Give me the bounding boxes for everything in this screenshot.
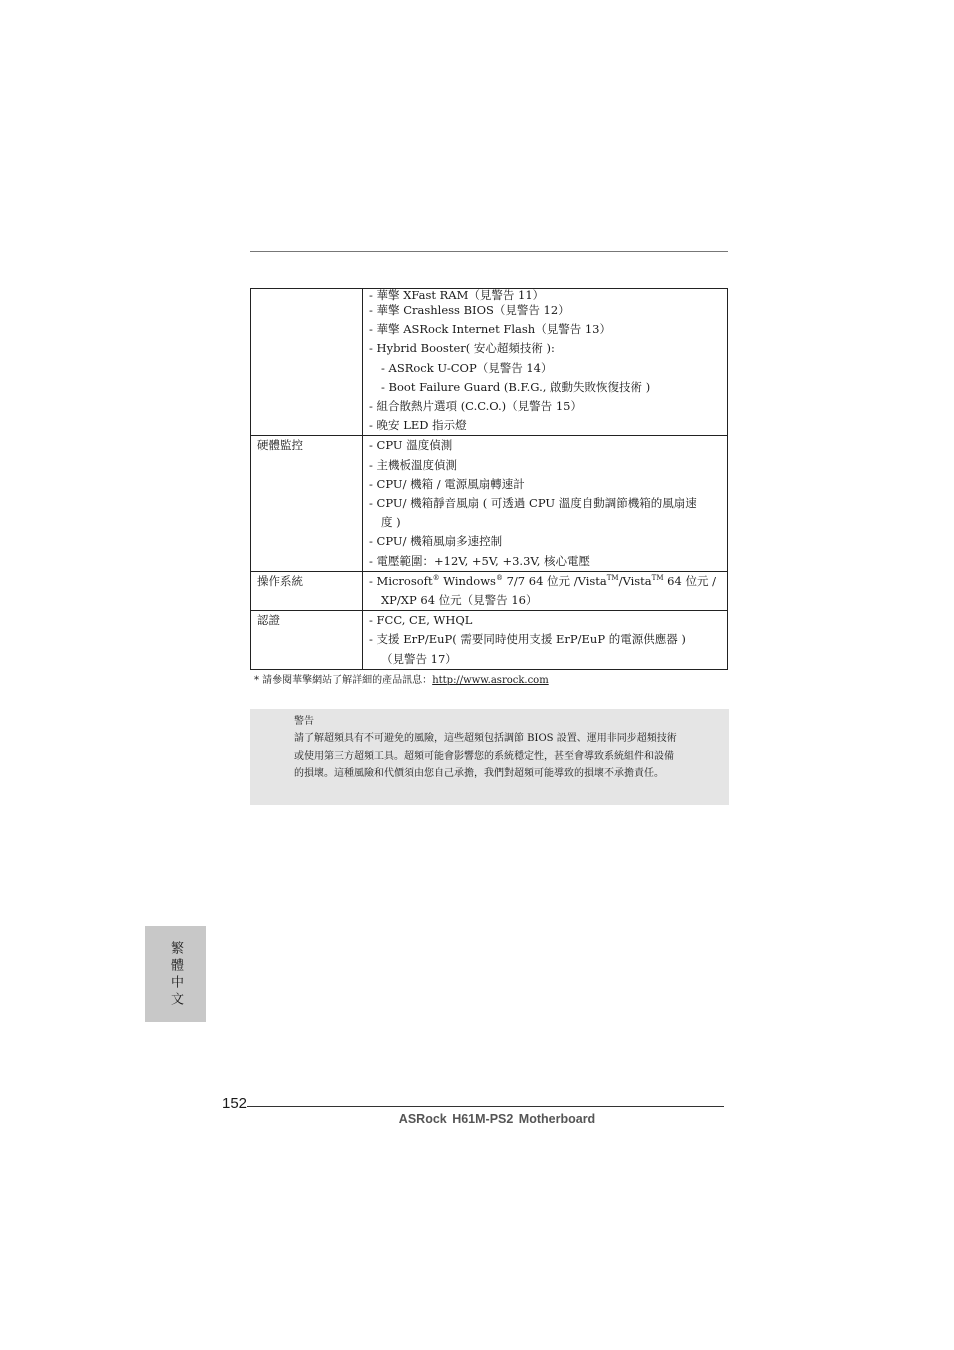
table-row bbox=[251, 436, 728, 571]
list-item: - 主機板溫度偵測 bbox=[369, 457, 458, 472]
page-number: 152 bbox=[222, 1095, 248, 1112]
header-rule bbox=[250, 251, 728, 252]
list-item: - CPU/ 機箱靜音風扇 ( 可透過 CPU 溫度自動調節機箱的風扇速 bbox=[369, 496, 697, 511]
registered-mark: ® bbox=[432, 574, 440, 583]
website-link[interactable]: http://www.asrock.com bbox=[432, 675, 549, 686]
os-text: Windows bbox=[439, 573, 496, 588]
row-category bbox=[251, 289, 363, 436]
row-values bbox=[363, 611, 728, 670]
language-tab-label: 繁體中文 bbox=[168, 941, 183, 1009]
list-item: - CPU 溫度偵測 bbox=[369, 438, 453, 453]
list-item bbox=[369, 572, 723, 591]
os-text: - Microsoft bbox=[369, 573, 433, 588]
trademark-mark: TM bbox=[606, 574, 619, 583]
os-text: 7/7 64 位元 /Vista bbox=[502, 573, 607, 588]
footer-rule bbox=[247, 1106, 724, 1107]
list-item-continuation: 度 ) bbox=[381, 515, 401, 530]
registered-mark: ® bbox=[495, 574, 503, 583]
row-values bbox=[363, 289, 728, 436]
os-text: /Vista bbox=[618, 573, 652, 588]
row-values bbox=[363, 436, 728, 571]
spec-table bbox=[250, 288, 728, 670]
footnote-text: * 請參閱華擎網站了解詳細的產品訊息： bbox=[254, 675, 433, 686]
list-item-continuation: （見警告 17） bbox=[381, 651, 457, 666]
list-item: - Hybrid Booster( 安心超頻技術 ): bbox=[369, 341, 555, 356]
footnote bbox=[254, 671, 549, 686]
table-row bbox=[251, 611, 728, 670]
row-category: 認證 bbox=[251, 611, 363, 670]
list-item: - 電壓範圍：+12V, +5V, +3.3V, 核心電壓 bbox=[369, 553, 591, 568]
warning-body: 請了解超頻具有不可避免的風險，這些超頻包括調節 BIOS 設置、運用非同步超頻技術或使用第三方超頻工具。超頻可能會影響您的系統穩定性，甚至會導致系統組件和設備的損壞。這種風險和代價須由您自己承擔，我們對超頻可能導致的損壞不承擔責任。 bbox=[294, 733, 677, 779]
table-row bbox=[251, 571, 728, 610]
warning-title: 警告 bbox=[294, 716, 314, 727]
list-item: - CPU/ 機箱風扇多速控制 bbox=[369, 534, 503, 549]
list-item: - CPU/ 機箱 / 電源風扇轉速計 bbox=[369, 476, 525, 491]
list-item: - Boot Failure Guard (B.F.G., 啟動失敗恢復技術 ) bbox=[381, 379, 651, 394]
row-category: 操作系統 bbox=[251, 571, 363, 610]
language-tab bbox=[145, 926, 206, 1022]
list-item: - ASRock U-COP（見警告 14） bbox=[381, 360, 553, 375]
list-item: - 支援 ErP/EuP( 需要同時使用支援 ErP/EuP 的電源供應器 ) bbox=[369, 632, 686, 647]
table-row bbox=[251, 289, 728, 436]
os-text: 64 位元 / bbox=[663, 573, 716, 588]
list-item: - 華擎 Crashless BIOS（見警告 12） bbox=[369, 303, 570, 317]
row-values bbox=[363, 571, 728, 610]
list-item: - FCC, CE, WHQL bbox=[369, 613, 473, 628]
row-category: 硬體監控 bbox=[251, 436, 363, 571]
trademark-mark: TM bbox=[651, 574, 664, 583]
list-item: - 組合散熱片選項 (C.C.O.)（見警告 15） bbox=[369, 399, 582, 414]
model-name: ASRock H61M-PS2 Motherboard bbox=[398, 1112, 596, 1126]
list-item: - 晚安 LED 指示燈 bbox=[369, 418, 467, 433]
list-item: - 華擎 XFast RAM（見警告 11） bbox=[369, 288, 545, 302]
list-item: - 華擎 ASRock Internet Flash（見警告 13） bbox=[369, 322, 611, 337]
warning-box bbox=[250, 709, 729, 805]
list-item-continuation: XP/XP 64 位元（見警告 16） bbox=[381, 593, 538, 608]
